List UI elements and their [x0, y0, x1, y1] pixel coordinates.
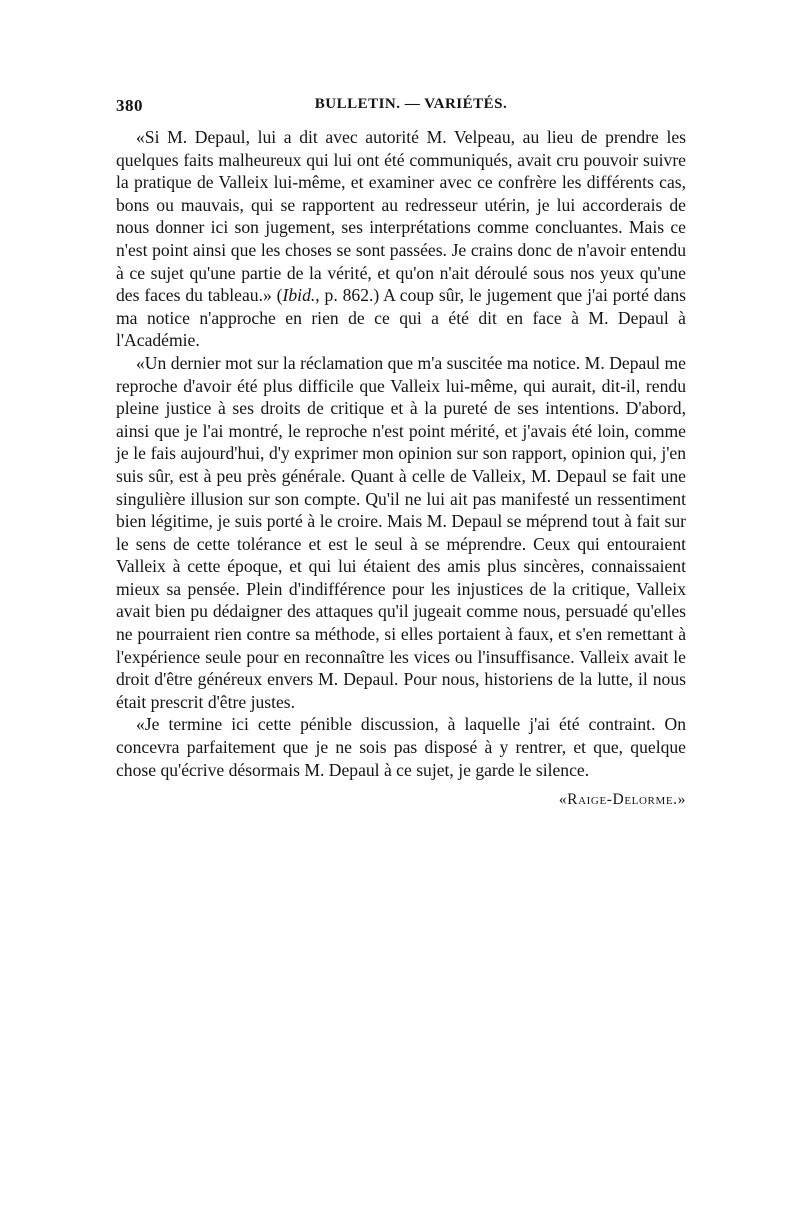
- body-text: [116, 126, 686, 812]
- running-title: BULLETIN. — VARIÉTÉS.: [314, 96, 508, 112]
- paragraph-2: «Un dernier mot sur la réclamation que m'a suscitée ma notice. M. Depaul me reproche d'avoir été plus difficile que Valleix lui-même, qui aurait, dit-il, rendu pleine justice à ses droits de critique et à la pureté de ses intentions. D'abord, ainsi que je l'ai montré, le reproche n'est point mérité, et j'avais été loin, comme je le fais aujourd'hui, d'y exprimer mon opinion sur son rapport, opinion qui, j'en suis sûr, est à peu près générale. Quant à celle de Valleix, M. Depaul se fait une singulière illusion sur son compte. Qu'il ne lui ait pas manifesté un ressentiment bien légitime, je suis porté à le croire. Mais M. Depaul se méprend tout à fait sur le sens de cette tolérance et est le seul à se méprendre. Ceux qui entouraient Valleix à cette époque, et qui lui étaient des amis plus sincères, connaissaient mieux sa pensée. Plein d'indifférence pour les injustices de la critique, Valleix avait bien pu dédaigner des attaques qu'il jugeait comme nous, persuadé qu'elles ne pourraient rien contre sa méthode, si elles portaient à faux, et s'en remettant à l'expérience seule pour en reconnaître les vices ou l'insuffisance. Valleix avait le droit d'être généreux envers M. Depaul. Pour nous, historiens de la lutte, il nous était prescrit d'être justes.: [116, 352, 686, 712]
- paragraph-1-text-a: «Si M. Depaul, lui a dit avec autorité M. Velpeau, au lieu de prendre les quelques faits malheureux qui lui ont été communiqués, avait cru pouvoir suivre la pratique de Valleix lui-même, et examiner avec ce confrère les différents cas, bons ou mauvais, qui se rapportent au redresseur utérin, je lui accorderais de nous donner ici son jugement, ses interprétations comme concluantes. Mais ce n'est point ainsi que les choses se sont passées. Je crains donc de n'avoir entendu à ce sujet qu'une partie de la vérité, et qu'on n'ait déroulé sous nos yeux qu'une des faces du tableau.» (: [116, 127, 686, 306]
- book-page: [116, 96, 686, 812]
- paragraph-1-text-b: , p. 862.) A coup sûr, le jugement que j'ai porté dans ma notice n'approche en rien de ce qui a été dit en face à M. Depaul à l'Académie.: [116, 285, 687, 351]
- signature: «Raige-Delorme.»: [558, 791, 686, 809]
- paragraph-1: [116, 126, 686, 352]
- paragraph-3: «Je termine ici cette pénible discussion, à laquelle j'ai été contraint. On concevra parfaitement que je ne sois pas disposé à y rentrer, et que, quelque chose qu'écrive désormais M. Depaul à ce sujet, je garde le silence.: [116, 714, 686, 780]
- page-number: 380: [116, 96, 143, 115]
- paragraph-1-citation: Ibid.: [282, 285, 316, 306]
- running-head: [116, 96, 686, 126]
